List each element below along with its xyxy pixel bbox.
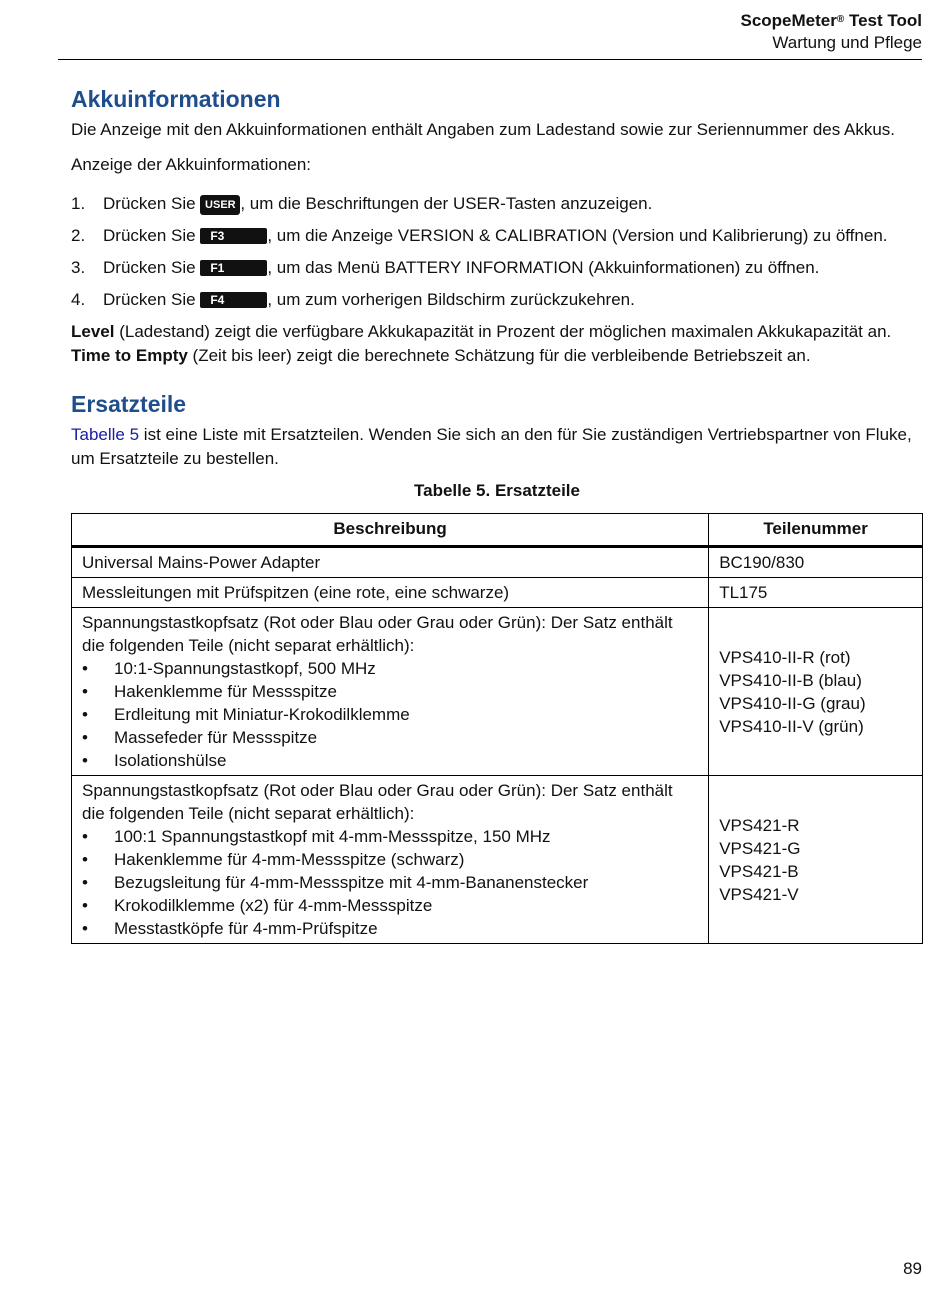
part-number-cell xyxy=(709,578,923,608)
table-row xyxy=(72,547,923,578)
header-part-number: Teilenummer xyxy=(709,514,923,547)
table-row xyxy=(72,578,923,608)
level-description: Level (Ladestand) zeigt die verfügbare Akkukapazität in Prozent der möglichen maximalen Akkukapazität an. Time to Empty (Zeit bis leer) zeigt die berechnete Schätzung für die verbleibende Betriebszeit an. xyxy=(71,322,892,365)
description-cell xyxy=(72,547,709,578)
table-caption: Tabelle 5. Ersatzteile xyxy=(414,481,580,500)
bullet-item: • Isolationshülse xyxy=(82,751,227,770)
part-number-cell xyxy=(709,776,923,944)
part-number-cell xyxy=(709,547,923,578)
bullet-item: • Krokodilklemme (x2) für 4-mm-Messspitze xyxy=(82,896,433,915)
f3-key-icon: F3 xyxy=(200,228,267,244)
table-header-row xyxy=(72,514,923,547)
page-content xyxy=(71,84,923,944)
battery-intro: Die Anzeige mit den Akkuinformationen enthält Angaben zum Ladestand sowie zur Seriennummer des Akkus. xyxy=(71,120,896,139)
description-cell xyxy=(72,776,709,944)
bullet-item: • 100:1 Spannungstastkopf mit 4-mm-Messspitze, 150 MHz xyxy=(82,827,551,846)
description-text: Messleitungen mit Prüfspitzen (eine rote, eine schwarze) xyxy=(82,583,510,602)
f1-key-icon: F1 xyxy=(200,260,267,276)
part-number: VPS421-V xyxy=(719,884,799,904)
part-number: VPS410-II-B (blau) xyxy=(719,670,862,690)
description-cell xyxy=(72,608,709,776)
part-number-cell xyxy=(709,608,923,776)
part-number: VPS421-G xyxy=(719,838,801,858)
f4-key-icon: F4 xyxy=(200,292,267,308)
bullet-item: • Messtastköpfe für 4-mm-Prüfspitze xyxy=(82,919,378,938)
part-number: VPS421-R xyxy=(719,815,800,835)
part-number: TL175 xyxy=(719,583,768,602)
parts-intro: Tabelle 5 ist eine Liste mit Ersatzteilen. Wenden Sie sich an den für Sie zuständigen Vertriebspartner von Fluke, um Ersatzteile zu bestellen. xyxy=(71,425,912,468)
bullet-item: • Erdleitung mit Miniatur-Krokodilklemme xyxy=(82,705,410,724)
bullet-item: • Massefeder für Messspitze xyxy=(82,728,318,747)
step-item: 4. Drücken Sie F4 , um zum vorherigen Bildschirm zurückzukehren. xyxy=(71,290,635,309)
table-row xyxy=(72,608,923,776)
parts-table xyxy=(71,513,923,944)
table-row xyxy=(72,776,923,944)
part-number: VPS410-II-R (rot) xyxy=(719,647,851,667)
steps-list xyxy=(71,192,923,311)
document-title: ScopeMeter® Test Tool xyxy=(740,11,922,30)
battery-lead: Anzeige der Akkuinformationen: xyxy=(71,154,312,174)
step-item: 2. Drücken Sie F3 , um die Anzeige VERSION & CALIBRATION (Version und Kalibrierung) zu öffnen. xyxy=(71,226,888,245)
description-cell xyxy=(72,578,709,608)
bullet-item: • 10:1-Spannungstastkopf, 500 MHz xyxy=(82,659,376,678)
bullet-item: • Hakenklemme für 4-mm-Messspitze (schwarz) xyxy=(82,850,465,869)
description-text: Spannungstastkopfsatz (Rot oder Blau oder Grau oder Grün): Der Satz enthält die folgenden Teile (nicht separat erhältlich): xyxy=(82,781,673,823)
bullet-item: • Hakenklemme für Messspitze xyxy=(82,682,337,701)
section-heading-battery: Akkuinformationen xyxy=(71,86,281,112)
user-key-icon: USER xyxy=(200,195,240,215)
part-number: VPS410-II-V (grün) xyxy=(719,716,864,736)
page-number: 89 xyxy=(903,1259,922,1278)
header-description: Beschreibung xyxy=(72,514,709,547)
description-text: Universal Mains-Power Adapter xyxy=(82,553,321,572)
step-item: 3. Drücken Sie F1 , um das Menü BATTERY INFORMATION (Akkuinformationen) zu öffnen. xyxy=(71,258,820,277)
table-link[interactable]: Tabelle 5 xyxy=(71,425,140,444)
description-text: Spannungstastkopfsatz (Rot oder Blau oder Grau oder Grün): Der Satz enthält die folgenden Teile (nicht separat erhältlich): xyxy=(82,613,673,655)
section-heading-parts: Ersatzteile xyxy=(71,391,187,417)
part-number: VPS410-II-G (grau) xyxy=(719,693,866,713)
bullet-item: • Bezugsleitung für 4-mm-Messspitze mit 4-mm-Bananenstecker xyxy=(82,873,589,892)
part-number: VPS421-B xyxy=(719,861,799,881)
page-header xyxy=(58,10,922,60)
part-number: BC190/830 xyxy=(719,553,805,572)
step-item: 1. Drücken Sie USER , um die Beschriftungen der USER-Tasten anzuzeigen. xyxy=(71,194,653,213)
document-subtitle: Wartung und Pflege xyxy=(772,33,922,52)
